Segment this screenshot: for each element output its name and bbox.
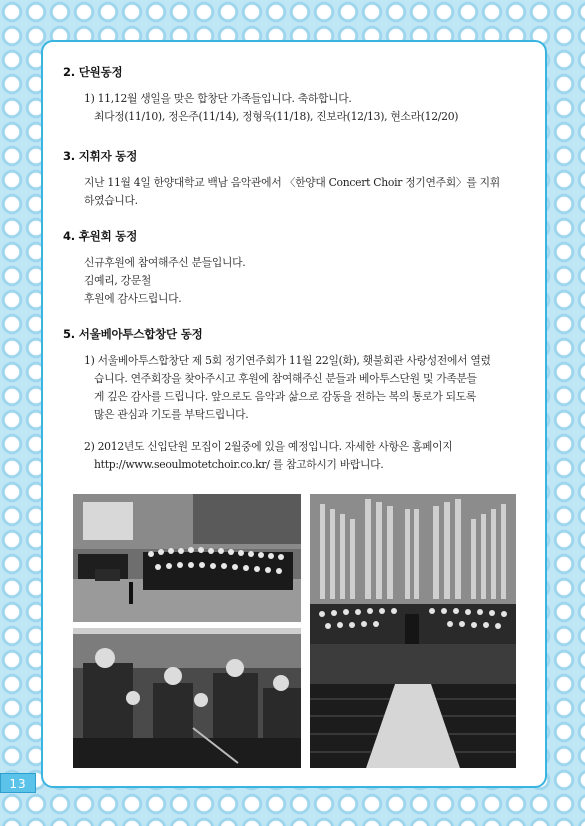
section-title: 2. 단원동정 — [63, 65, 123, 79]
section-title: 3. 지휘자 동정 — [63, 149, 138, 163]
text-line: 하였습니다. — [84, 194, 138, 207]
text-line: 많은 관심과 기도를 부탁드립니다. — [94, 408, 249, 421]
text-line: 2) 2012년도 신입단원 모집이 2월중에 있을 예정입니다. 자세한 사항은 홈페이지 — [84, 440, 453, 453]
photo-orchestra — [73, 628, 301, 768]
section-sponsor-news — [63, 228, 527, 308]
text-line: 최다정(11/10), 정은주(11/14), 정형욱(11/18), 진보라(12/13), 현소라(12/20) — [94, 110, 459, 123]
section-title: 5. 서울베아투스합창단 동정 — [63, 327, 203, 341]
photo-concert-hall-organ — [310, 494, 516, 768]
section-member-news — [63, 64, 527, 126]
text-line: 신규후원에 참여해주신 분들입니다. — [84, 256, 246, 269]
content-panel — [41, 40, 547, 788]
text-line: 게 깊은 감사를 드립니다. 앞으로도 음악과 삶으로 감동을 전하는 복의 통로가 되도록 — [94, 390, 476, 403]
photo-choir-piano — [73, 494, 301, 622]
page-number: 13 — [0, 773, 36, 793]
section-title: 4. 후원회 동정 — [63, 229, 138, 243]
text-line: 김예리, 강문철 — [84, 274, 152, 287]
text-line: 습니다. 연주회장을 찾아주시고 후원에 참여해주신 분들과 베아투스단원 및 가족분들 — [94, 372, 477, 385]
text-line: 지난 11월 4일 한양대학교 백남 음악관에서 〈한양대 Concert Choir 정기연주회〉를 지휘 — [84, 176, 500, 189]
text-line: 1) 11,12월 생일을 맞은 합창단 가족들입니다. 축하합니다. — [84, 92, 352, 105]
text-line: 후원에 감사드립니다. — [84, 292, 182, 305]
text-line: 1) 서울베아투스합창단 제 5회 정기연주회가 11월 22일(화), 횃불회관 사랑성전에서 열렸 — [84, 354, 491, 367]
url-text: http://www.seoulmotetchoir.co.kr/ 를 참고하시기 바랍니다. — [94, 458, 384, 471]
section-choir-news — [63, 326, 527, 474]
section-conductor-news — [63, 148, 527, 210]
